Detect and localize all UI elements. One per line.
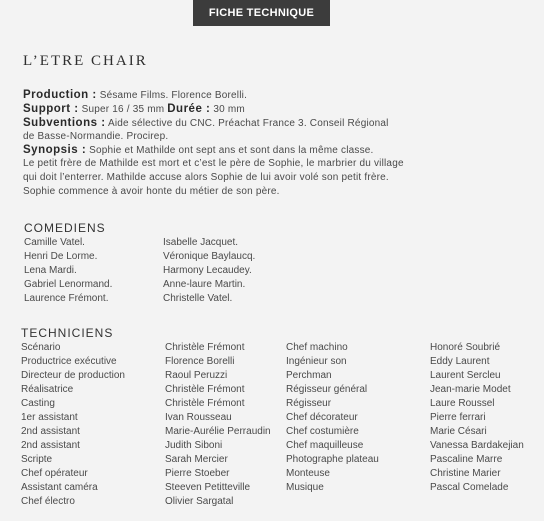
production-line xyxy=(23,89,247,101)
cast-name: Lena Mardi. xyxy=(24,265,77,276)
crew-name: Raoul Peruzzi xyxy=(165,370,228,381)
subventions-label: Subventions : xyxy=(23,117,106,129)
crew-role: Chef costumière xyxy=(286,426,359,437)
support-label: Support : xyxy=(23,103,79,115)
crew-name: Ivan Rousseau xyxy=(165,412,232,423)
synopsis-text-3: qui doit l’enterrer. Mathilde accuse alors Sophie de lui avoir volé son petit frère. xyxy=(23,172,389,183)
crew-name: Vanessa Bardakejian xyxy=(430,440,524,451)
crew-role: 2nd assistant xyxy=(21,440,80,451)
synopsis-text-4: Sophie commence à avoir honte du métier de son père. xyxy=(23,186,280,197)
support-line xyxy=(23,103,245,115)
crew-role: Chef opérateur xyxy=(21,468,88,479)
crew-name: Pascaline Marre xyxy=(430,454,503,465)
synopsis-line xyxy=(23,144,374,156)
cast-name: Anne-laure Martin. xyxy=(163,279,246,290)
subventions-value: Aide sélective du CNC. Préachat France 3. Conseil Régional xyxy=(105,118,389,129)
crew-name: Eddy Laurent xyxy=(430,356,490,367)
crew-name: Sarah Mercier xyxy=(165,454,228,465)
cast-name: Gabriel Lenormand. xyxy=(24,279,113,290)
crew-name: Christine Marier xyxy=(430,468,501,479)
techniciens-heading: TECHNICIENS xyxy=(21,326,114,340)
synopsis-text-2: Le petit frère de Mathilde est mort et c’est le père de Sophie, le marbrier du village xyxy=(23,158,404,169)
crew-name: Judith Siboni xyxy=(165,440,223,451)
crew-role: Monteuse xyxy=(286,468,330,479)
duree-label: Durée : xyxy=(167,103,211,115)
techniciens-names-2 xyxy=(430,341,524,495)
crew-role: Réalisatrice xyxy=(21,384,74,395)
crew-role: 2nd assistant xyxy=(21,426,80,437)
cast-name: Harmony Lecaudey. xyxy=(163,265,252,276)
crew-name: Laurent Sercleu xyxy=(430,370,501,381)
subventions-line xyxy=(23,117,389,129)
crew-role: Régisseur xyxy=(286,398,332,409)
techniciens-roles-1 xyxy=(21,341,125,509)
synopsis-label: Synopsis : xyxy=(23,144,87,156)
techniciens-names-1 xyxy=(165,341,271,509)
film-title: L’ETRE CHAIR xyxy=(23,53,148,69)
crew-role: Directeur de production xyxy=(21,370,125,381)
comediens-col-1 xyxy=(24,236,112,306)
crew-role: Photographe plateau xyxy=(286,454,379,465)
crew-role: Scénario xyxy=(21,342,61,353)
crew-name: Pierre Stoeber xyxy=(165,468,230,479)
crew-name: Florence Borelli xyxy=(165,356,235,367)
comediens-heading: COMEDIENS xyxy=(24,221,106,235)
crew-name: Christèle Frémont xyxy=(165,384,245,395)
production-value: Sésame Films. Florence Borelli. xyxy=(96,90,248,101)
crew-role: Chef machino xyxy=(286,342,348,353)
crew-role: Ingénieur son xyxy=(286,356,347,367)
comediens-col-2 xyxy=(163,236,255,306)
crew-role: Chef décorateur xyxy=(286,412,358,423)
crew-name: Jean-marie Modet xyxy=(430,384,511,395)
crew-role: Perchman xyxy=(286,370,332,381)
crew-role: Assistant caméra xyxy=(21,482,98,493)
production-label: Production : xyxy=(23,89,97,101)
techniciens-roles-2 xyxy=(286,341,379,495)
crew-name: Honoré Soubrié xyxy=(430,342,501,353)
synopsis-text-1: Sophie et Mathilde ont sept ans et sont dans la même classe. xyxy=(86,145,374,156)
crew-role: Chef électro xyxy=(21,496,75,507)
subventions-line-2: de Basse-Normandie. Procirep. xyxy=(23,131,169,142)
cast-name: Isabelle Jacquet. xyxy=(163,237,239,248)
support-value: Super 16 / 35 mm xyxy=(78,104,168,115)
crew-role: Régisseur général xyxy=(286,384,368,395)
crew-name: Steeven Petitteville xyxy=(165,482,251,493)
crew-role: Casting xyxy=(21,398,55,409)
crew-role: Chef maquilleuse xyxy=(286,440,364,451)
crew-name: Marie-Aurélie Perraudin xyxy=(165,426,271,437)
crew-name: Laure Roussel xyxy=(430,398,495,409)
crew-name: Olivier Sargatal xyxy=(165,496,234,507)
crew-name: Pierre ferrari xyxy=(430,412,486,423)
cast-name: Laurence Frémont. xyxy=(24,293,109,304)
cast-name: Christelle Vatel. xyxy=(163,293,233,304)
cast-name: Camille Vatel. xyxy=(24,237,85,248)
duree-value: 30 mm xyxy=(210,104,245,115)
cast-name: Véronique Baylaucq. xyxy=(163,251,256,262)
crew-role: Productrice exécutive xyxy=(21,356,117,367)
cast-name: Henri De Lorme. xyxy=(24,251,98,262)
crew-role: Scripte xyxy=(21,454,53,465)
crew-name: Christèle Frémont xyxy=(165,342,245,353)
crew-role: Musique xyxy=(286,482,324,493)
crew-role: 1er assistant xyxy=(21,412,78,423)
fiche-technique-tag: FICHE TECHNIQUE xyxy=(193,0,330,26)
crew-name: Christèle Frémont xyxy=(165,398,245,409)
crew-name: Marie Césari xyxy=(430,426,487,437)
crew-name: Pascal Comelade xyxy=(430,482,509,493)
